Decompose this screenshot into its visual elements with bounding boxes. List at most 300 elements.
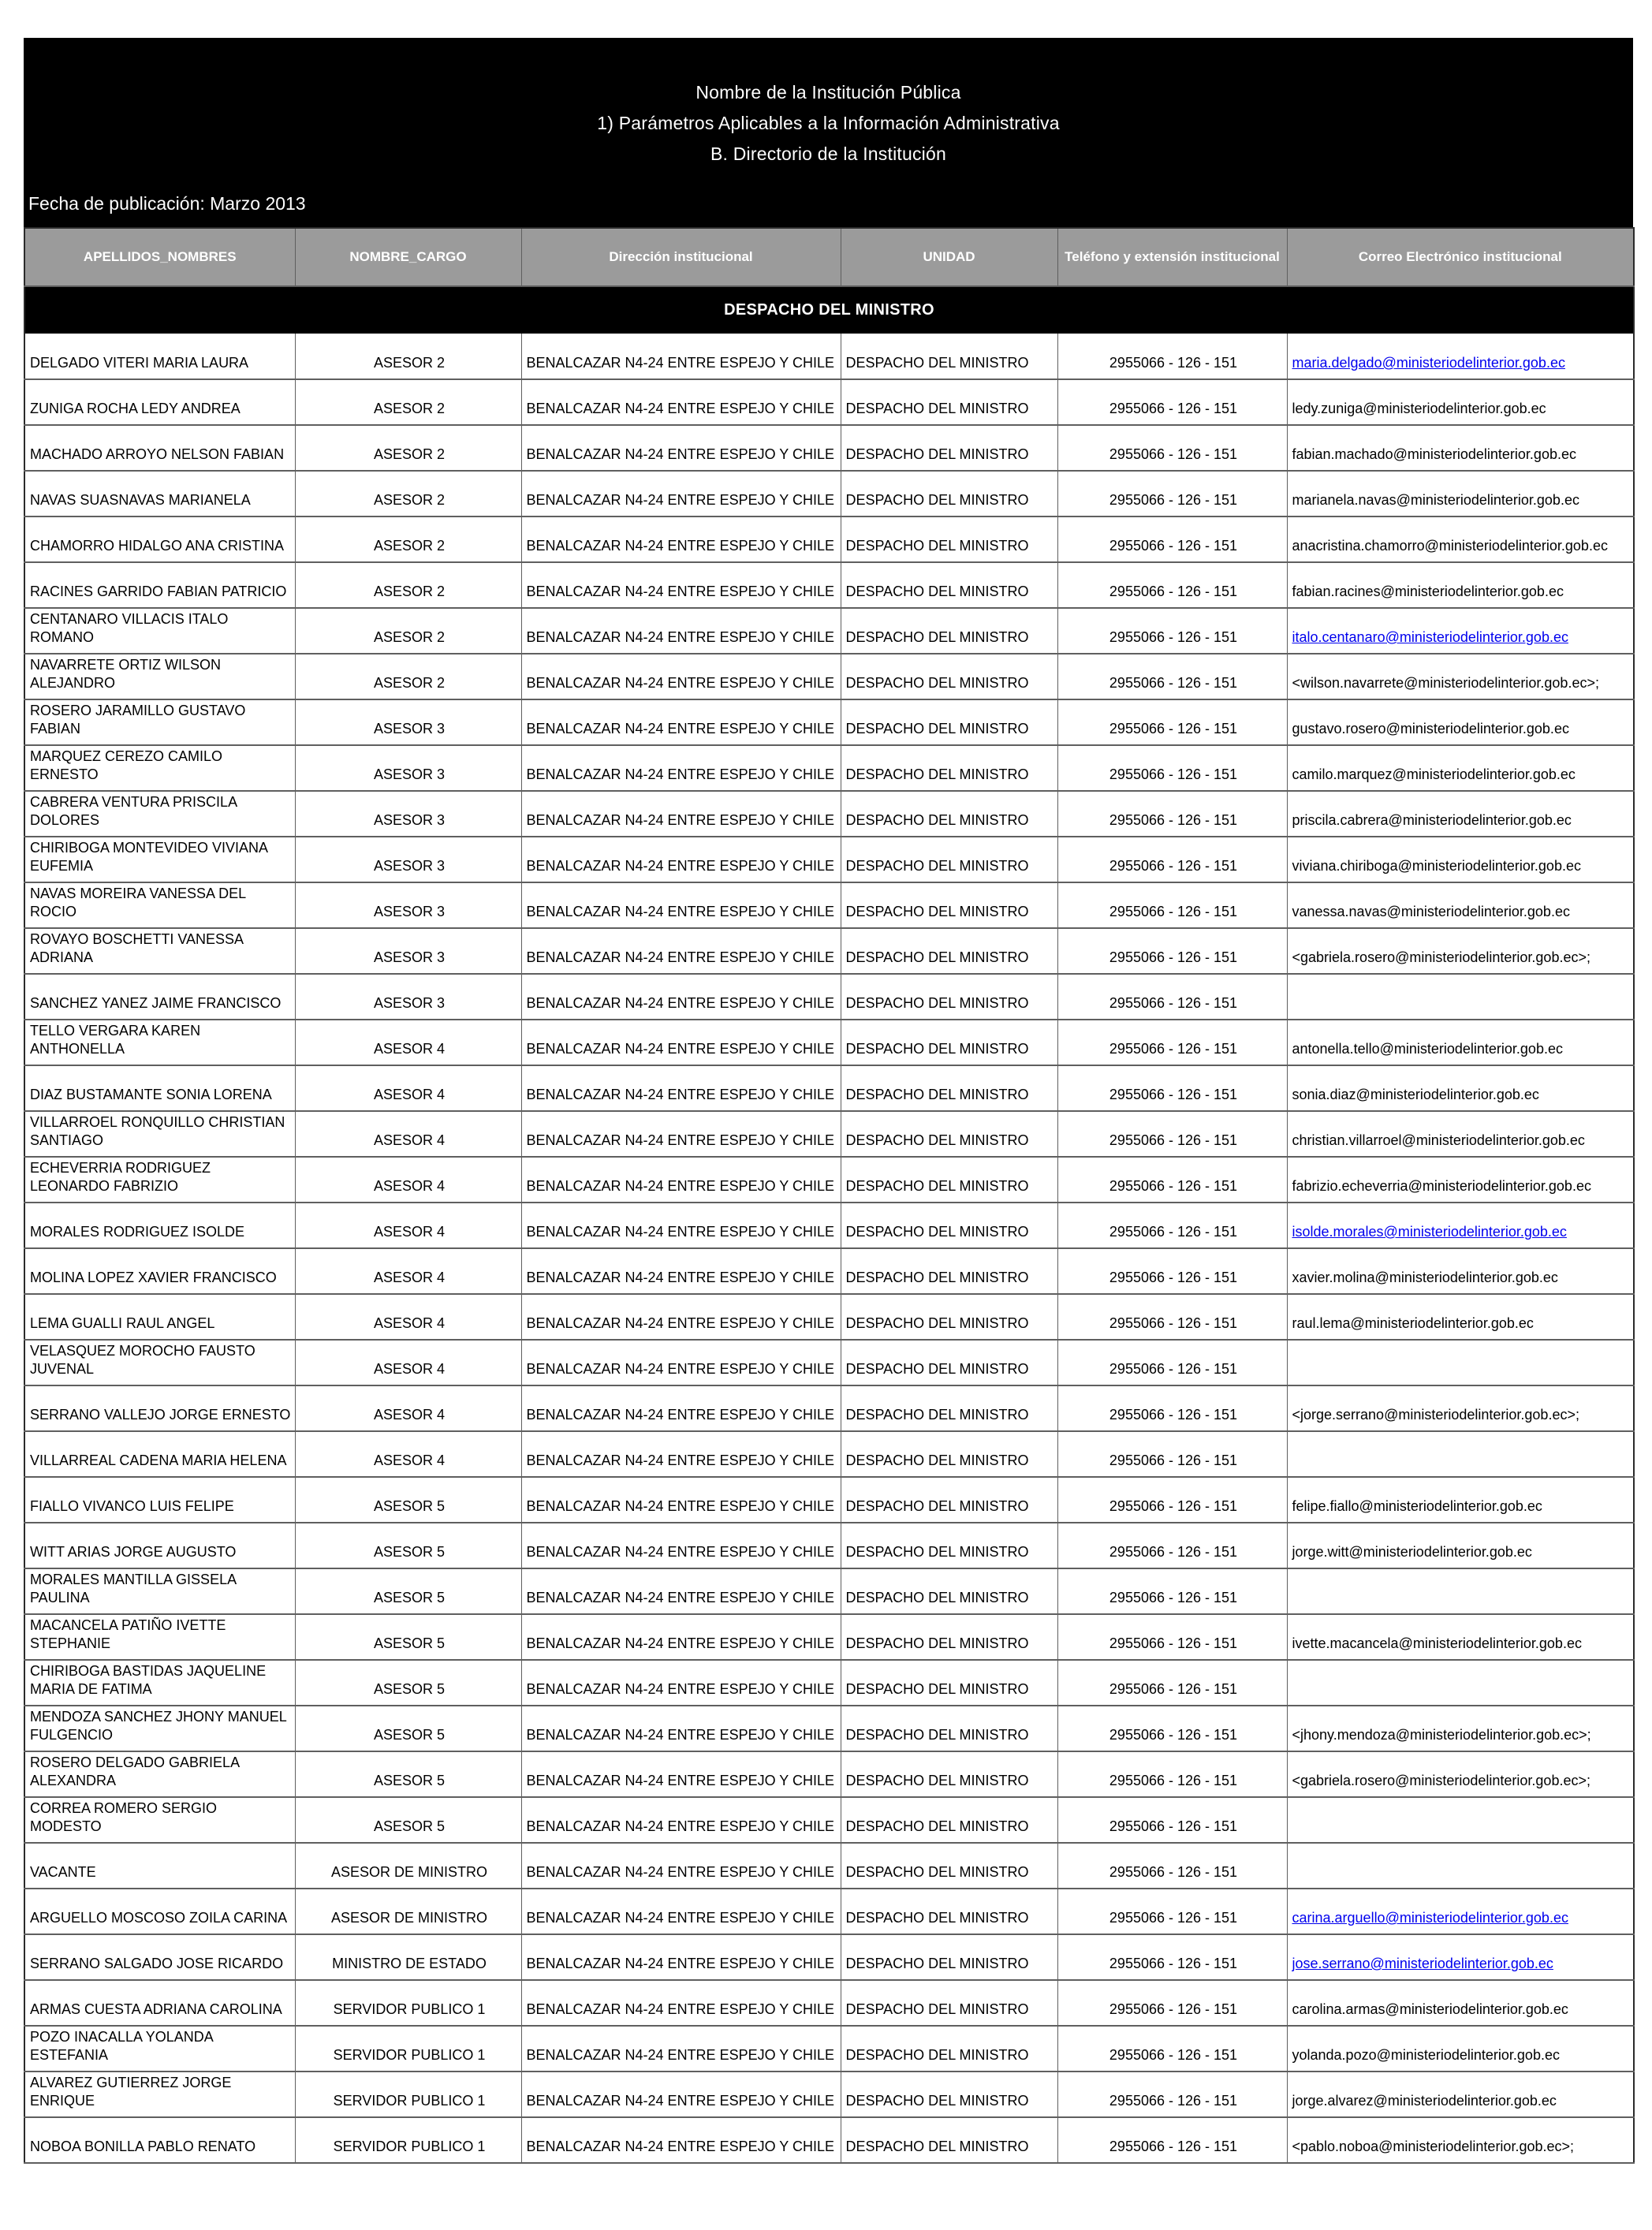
- cell-unidad: DESPACHO DEL MINISTRO: [841, 1797, 1057, 1843]
- cell-direccion: BENALCAZAR N4-24 ENTRE ESPEJO Y CHILE: [521, 882, 841, 928]
- cell-apellidos-nombres: DIAZ BUSTAMANTE SONIA LORENA: [24, 1065, 295, 1111]
- cell-telefono: 2955066 - 126 - 151: [1057, 1660, 1287, 1706]
- cell-apellidos-nombres: CHAMORRO HIDALGO ANA CRISTINA: [24, 516, 295, 562]
- cell-nombre-cargo: ASESOR 2: [295, 654, 521, 699]
- cell-direccion: BENALCAZAR N4-24 ENTRE ESPEJO Y CHILE: [521, 2072, 841, 2117]
- table-row: [24, 562, 1634, 608]
- column-header-unidad: UNIDAD: [841, 228, 1057, 286]
- cell-apellidos-nombres: TELLO VERGARA KAREN ANTHONELLA: [24, 1020, 295, 1065]
- cell-telefono: 2955066 - 126 - 151: [1057, 1797, 1287, 1843]
- cell-direccion: BENALCAZAR N4-24 ENTRE ESPEJO Y CHILE: [521, 745, 841, 791]
- cell-apellidos-nombres: CENTANARO VILLACIS ITALO ROMANO: [24, 608, 295, 654]
- cell-direccion: BENALCAZAR N4-24 ENTRE ESPEJO Y CHILE: [521, 425, 841, 471]
- cell-direccion: BENALCAZAR N4-24 ENTRE ESPEJO Y CHILE: [521, 1157, 841, 1203]
- cell-unidad: DESPACHO DEL MINISTRO: [841, 1157, 1057, 1203]
- cell-correo: [1287, 1385, 1634, 1431]
- cell-correo: [1287, 2072, 1634, 2117]
- cell-correo: [1287, 2117, 1634, 2163]
- table-row: [24, 1157, 1634, 1203]
- cell-telefono: 2955066 - 126 - 151: [1057, 1568, 1287, 1614]
- cell-correo: [1287, 1111, 1634, 1157]
- table-row: [24, 882, 1634, 928]
- cell-unidad: DESPACHO DEL MINISTRO: [841, 1020, 1057, 1065]
- cell-telefono: 2955066 - 126 - 151: [1057, 516, 1287, 562]
- cell-direccion: BENALCAZAR N4-24 ENTRE ESPEJO Y CHILE: [521, 1751, 841, 1797]
- cell-unidad: DESPACHO DEL MINISTRO: [841, 1523, 1057, 1568]
- table-row: [24, 1614, 1634, 1660]
- table-row: [24, 1294, 1634, 1340]
- cell-unidad: DESPACHO DEL MINISTRO: [841, 1065, 1057, 1111]
- email-text: felipe.fiallo@ministeriodelinterior.gob.ec: [1292, 1498, 1542, 1514]
- cell-apellidos-nombres: LEMA GUALLI RAUL ANGEL: [24, 1294, 295, 1340]
- cell-apellidos-nombres: WITT ARIAS JORGE AUGUSTO: [24, 1523, 295, 1568]
- cell-correo: [1287, 516, 1634, 562]
- table-row: [24, 1523, 1634, 1568]
- email-text: marianela.navas@ministeriodelinterior.gob.ec: [1292, 492, 1579, 508]
- cell-unidad: DESPACHO DEL MINISTRO: [841, 1980, 1057, 2026]
- cell-apellidos-nombres: NAVAS SUASNAVAS MARIANELA: [24, 471, 295, 516]
- cell-unidad: DESPACHO DEL MINISTRO: [841, 1385, 1057, 1431]
- cell-telefono: 2955066 - 126 - 151: [1057, 425, 1287, 471]
- cell-direccion: BENALCAZAR N4-24 ENTRE ESPEJO Y CHILE: [521, 1980, 841, 2026]
- table-row: [24, 1203, 1634, 1248]
- cell-apellidos-nombres: MORALES MANTILLA GISSELA PAULINA: [24, 1568, 295, 1614]
- cell-telefono: 2955066 - 126 - 151: [1057, 1065, 1287, 1111]
- cell-apellidos-nombres: SERRANO VALLEJO JORGE ERNESTO: [24, 1385, 295, 1431]
- cell-correo: [1287, 2026, 1634, 2072]
- table-row: [24, 1751, 1634, 1797]
- cell-unidad: DESPACHO DEL MINISTRO: [841, 1111, 1057, 1157]
- cell-telefono: 2955066 - 126 - 151: [1057, 1843, 1287, 1889]
- cell-apellidos-nombres: ARMAS CUESTA ADRIANA CAROLINA: [24, 1980, 295, 2026]
- cell-correo: [1287, 334, 1634, 379]
- cell-telefono: 2955066 - 126 - 151: [1057, 654, 1287, 699]
- cell-unidad: DESPACHO DEL MINISTRO: [841, 471, 1057, 516]
- cell-unidad: DESPACHO DEL MINISTRO: [841, 1934, 1057, 1980]
- cell-apellidos-nombres: SANCHEZ YANEZ JAIME FRANCISCO: [24, 974, 295, 1020]
- cell-nombre-cargo: ASESOR 5: [295, 1706, 521, 1751]
- table-row: [24, 1843, 1634, 1889]
- cell-unidad: DESPACHO DEL MINISTRO: [841, 1431, 1057, 1477]
- table-row: [24, 1934, 1634, 1980]
- cell-telefono: 2955066 - 126 - 151: [1057, 1889, 1287, 1934]
- table-row: [24, 1431, 1634, 1477]
- cell-telefono: 2955066 - 126 - 151: [1057, 608, 1287, 654]
- publication-date: Fecha de publicación: Marzo 2013: [28, 193, 306, 214]
- table-row: [24, 654, 1634, 699]
- cell-telefono: 2955066 - 126 - 151: [1057, 379, 1287, 425]
- cell-direccion: BENALCAZAR N4-24 ENTRE ESPEJO Y CHILE: [521, 608, 841, 654]
- cell-correo: [1287, 1157, 1634, 1203]
- cell-nombre-cargo: ASESOR 2: [295, 608, 521, 654]
- cell-telefono: 2955066 - 126 - 151: [1057, 2072, 1287, 2117]
- email-text: <wilson.navarrete@ministeriodelinterior.gob.ec>;: [1292, 675, 1599, 691]
- institution-title-line: Nombre de la Institución Pública: [695, 82, 961, 103]
- cell-telefono: 2955066 - 126 - 151: [1057, 1340, 1287, 1385]
- cell-unidad: DESPACHO DEL MINISTRO: [841, 745, 1057, 791]
- cell-unidad: DESPACHO DEL MINISTRO: [841, 1248, 1057, 1294]
- column-header-apellidos-nombres: APELLIDOS_NOMBRES: [24, 228, 295, 286]
- table-row: [24, 379, 1634, 425]
- cell-unidad: DESPACHO DEL MINISTRO: [841, 974, 1057, 1020]
- cell-direccion: BENALCAZAR N4-24 ENTRE ESPEJO Y CHILE: [521, 791, 841, 837]
- cell-direccion: BENALCAZAR N4-24 ENTRE ESPEJO Y CHILE: [521, 654, 841, 699]
- cell-unidad: DESPACHO DEL MINISTRO: [841, 1751, 1057, 1797]
- cell-nombre-cargo: ASESOR 4: [295, 1248, 521, 1294]
- email-text: <gabriela.rosero@ministeriodelinterior.gob.ec>;: [1292, 1773, 1590, 1788]
- cell-apellidos-nombres: ECHEVERRIA RODRIGUEZ LEONARDO FABRIZIO: [24, 1157, 295, 1203]
- column-header-correo: Correo Electrónico institucional: [1287, 228, 1634, 286]
- cell-apellidos-nombres: DELGADO VITERI MARIA LAURA: [24, 334, 295, 379]
- table-row: [24, 699, 1634, 745]
- cell-unidad: DESPACHO DEL MINISTRO: [841, 837, 1057, 882]
- cell-nombre-cargo: ASESOR 5: [295, 1523, 521, 1568]
- cell-nombre-cargo: ASESOR 4: [295, 1020, 521, 1065]
- table-row: [24, 1797, 1634, 1843]
- cell-telefono: 2955066 - 126 - 151: [1057, 1477, 1287, 1523]
- email-text: jorge.alvarez@ministeriodelinterior.gob.ec: [1292, 2093, 1557, 2109]
- email-text: sonia.diaz@ministeriodelinterior.gob.ec: [1292, 1087, 1539, 1102]
- email-text: yolanda.pozo@ministeriodelinterior.gob.ec: [1292, 2047, 1560, 2063]
- cell-apellidos-nombres: CHIRIBOGA MONTEVIDEO VIVIANA EUFEMIA: [24, 837, 295, 882]
- cell-unidad: DESPACHO DEL MINISTRO: [841, 1843, 1057, 1889]
- email-text: <gabriela.rosero@ministeriodelinterior.gob.ec>;: [1292, 949, 1590, 965]
- cell-apellidos-nombres: MACANCELA PATIÑO IVETTE STEPHANIE: [24, 1614, 295, 1660]
- cell-correo: [1287, 562, 1634, 608]
- table-row: [24, 2072, 1634, 2117]
- column-header-nombre-cargo: NOMBRE_CARGO: [295, 228, 521, 286]
- cell-direccion: BENALCAZAR N4-24 ENTRE ESPEJO Y CHILE: [521, 1706, 841, 1751]
- cell-unidad: DESPACHO DEL MINISTRO: [841, 1203, 1057, 1248]
- table-row: [24, 608, 1634, 654]
- cell-nombre-cargo: SERVIDOR PUBLICO 1: [295, 2026, 521, 2072]
- cell-telefono: 2955066 - 126 - 151: [1057, 1706, 1287, 1751]
- cell-telefono: 2955066 - 126 - 151: [1057, 974, 1287, 1020]
- cell-nombre-cargo: ASESOR 3: [295, 699, 521, 745]
- cell-correo: [1287, 1889, 1634, 1934]
- cell-telefono: 2955066 - 126 - 151: [1057, 1294, 1287, 1340]
- cell-direccion: BENALCAZAR N4-24 ENTRE ESPEJO Y CHILE: [521, 516, 841, 562]
- cell-nombre-cargo: ASESOR 5: [295, 1751, 521, 1797]
- email-text: fabrizio.echeverria@ministeriodelinterior.gob.ec: [1292, 1178, 1591, 1194]
- cell-correo: [1287, 1340, 1634, 1385]
- cell-correo: [1287, 1706, 1634, 1751]
- table-row: [24, 1385, 1634, 1431]
- cell-telefono: 2955066 - 126 - 151: [1057, 745, 1287, 791]
- cell-correo: [1287, 699, 1634, 745]
- table-row: [24, 1980, 1634, 2026]
- cell-apellidos-nombres: MORALES RODRIGUEZ ISOLDE: [24, 1203, 295, 1248]
- cell-unidad: DESPACHO DEL MINISTRO: [841, 1340, 1057, 1385]
- cell-correo: [1287, 1248, 1634, 1294]
- cell-apellidos-nombres: ROSERO JARAMILLO GUSTAVO FABIAN: [24, 699, 295, 745]
- cell-nombre-cargo: ASESOR DE MINISTRO: [295, 1889, 521, 1934]
- cell-apellidos-nombres: MACHADO ARROYO NELSON FABIAN: [24, 425, 295, 471]
- email-text: gustavo.rosero@ministeriodelinterior.gob.ec: [1292, 721, 1569, 736]
- cell-nombre-cargo: ASESOR 2: [295, 334, 521, 379]
- email-text: viviana.chiriboga@ministeriodelinterior.gob.ec: [1292, 858, 1581, 874]
- cell-nombre-cargo: ASESOR 3: [295, 928, 521, 974]
- cell-correo: [1287, 608, 1634, 654]
- directory-title-line: B. Directorio de la Institución: [710, 144, 946, 164]
- email-text: <pablo.noboa@ministeriodelinterior.gob.ec>;: [1292, 2139, 1575, 2154]
- cell-telefono: 2955066 - 126 - 151: [1057, 837, 1287, 882]
- table-row: [24, 1248, 1634, 1294]
- table-row: [24, 471, 1634, 516]
- cell-nombre-cargo: ASESOR 4: [295, 1065, 521, 1111]
- cell-telefono: 2955066 - 126 - 151: [1057, 882, 1287, 928]
- cell-direccion: BENALCAZAR N4-24 ENTRE ESPEJO Y CHILE: [521, 1477, 841, 1523]
- email-text: raul.lema@ministeriodelinterior.gob.ec: [1292, 1315, 1534, 1331]
- cell-apellidos-nombres: ZUNIGA ROCHA LEDY ANDREA: [24, 379, 295, 425]
- table-row: [24, 928, 1634, 974]
- cell-apellidos-nombres: VELASQUEZ MOROCHO FAUSTO JUVENAL: [24, 1340, 295, 1385]
- email-text: xavier.molina@ministeriodelinterior.gob.ec: [1292, 1270, 1558, 1285]
- cell-apellidos-nombres: NAVARRETE ORTIZ WILSON ALEJANDRO: [24, 654, 295, 699]
- table-row: [24, 425, 1634, 471]
- cell-apellidos-nombres: VILLARREAL CADENA MARIA HELENA: [24, 1431, 295, 1477]
- email-text: antonella.tello@ministeriodelinterior.gob.ec: [1292, 1041, 1563, 1057]
- cell-direccion: BENALCAZAR N4-24 ENTRE ESPEJO Y CHILE: [521, 471, 841, 516]
- cell-apellidos-nombres: ARGUELLO MOSCOSO ZOILA CARINA: [24, 1889, 295, 1934]
- cell-apellidos-nombres: MARQUEZ CEREZO CAMILO ERNESTO: [24, 745, 295, 791]
- cell-apellidos-nombres: MENDOZA SANCHEZ JHONY MANUEL FULGENCIO: [24, 1706, 295, 1751]
- email-text: christian.villarroel@ministeriodelinterior.gob.ec: [1292, 1132, 1585, 1148]
- cell-correo: [1287, 882, 1634, 928]
- cell-unidad: DESPACHO DEL MINISTRO: [841, 1568, 1057, 1614]
- cell-nombre-cargo: ASESOR 5: [295, 1614, 521, 1660]
- cell-direccion: BENALCAZAR N4-24 ENTRE ESPEJO Y CHILE: [521, 1203, 841, 1248]
- cell-direccion: BENALCAZAR N4-24 ENTRE ESPEJO Y CHILE: [521, 1843, 841, 1889]
- cell-nombre-cargo: ASESOR 5: [295, 1477, 521, 1523]
- email-link[interactable]: maria.delgado@ministeriodelinterior.gob.ec: [1292, 355, 1565, 371]
- cell-unidad: DESPACHO DEL MINISTRO: [841, 928, 1057, 974]
- cell-correo: [1287, 379, 1634, 425]
- cell-direccion: BENALCAZAR N4-24 ENTRE ESPEJO Y CHILE: [521, 1294, 841, 1340]
- email-link[interactable]: carina.arguello@ministeriodelinterior.gob.ec: [1292, 1910, 1568, 1926]
- sheet: [24, 38, 1633, 2164]
- cell-telefono: 2955066 - 126 - 151: [1057, 1111, 1287, 1157]
- cell-direccion: BENALCAZAR N4-24 ENTRE ESPEJO Y CHILE: [521, 1889, 841, 1934]
- cell-direccion: BENALCAZAR N4-24 ENTRE ESPEJO Y CHILE: [521, 1065, 841, 1111]
- email-link[interactable]: jose.serrano@ministeriodelinterior.gob.ec: [1292, 1956, 1553, 1971]
- cell-correo: [1287, 1523, 1634, 1568]
- cell-direccion: BENALCAZAR N4-24 ENTRE ESPEJO Y CHILE: [521, 974, 841, 1020]
- cell-correo: [1287, 1020, 1634, 1065]
- cell-direccion: BENALCAZAR N4-24 ENTRE ESPEJO Y CHILE: [521, 1934, 841, 1980]
- cell-telefono: 2955066 - 126 - 151: [1057, 1934, 1287, 1980]
- title-block: [24, 38, 1633, 227]
- email-text: vanessa.navas@ministeriodelinterior.gob.ec: [1292, 904, 1570, 919]
- cell-telefono: 2955066 - 126 - 151: [1057, 1248, 1287, 1294]
- cell-correo: [1287, 1980, 1634, 2026]
- cell-telefono: 2955066 - 126 - 151: [1057, 1020, 1287, 1065]
- cell-apellidos-nombres: RACINES GARRIDO FABIAN PATRICIO: [24, 562, 295, 608]
- cell-telefono: 2955066 - 126 - 151: [1057, 1751, 1287, 1797]
- cell-telefono: 2955066 - 126 - 151: [1057, 334, 1287, 379]
- table-row: [24, 1568, 1634, 1614]
- cell-correo: [1287, 1660, 1634, 1706]
- table-row: [24, 974, 1634, 1020]
- cell-nombre-cargo: ASESOR 2: [295, 379, 521, 425]
- cell-direccion: BENALCAZAR N4-24 ENTRE ESPEJO Y CHILE: [521, 1614, 841, 1660]
- cell-nombre-cargo: ASESOR 3: [295, 791, 521, 837]
- cell-unidad: DESPACHO DEL MINISTRO: [841, 882, 1057, 928]
- table-row: [24, 1889, 1634, 1934]
- cell-nombre-cargo: ASESOR 5: [295, 1568, 521, 1614]
- cell-unidad: DESPACHO DEL MINISTRO: [841, 2072, 1057, 2117]
- cell-nombre-cargo: ASESOR 3: [295, 837, 521, 882]
- cell-direccion: BENALCAZAR N4-24 ENTRE ESPEJO Y CHILE: [521, 1385, 841, 1431]
- column-header-telefono: Teléfono y extensión institucional: [1057, 228, 1287, 286]
- cell-nombre-cargo: ASESOR 3: [295, 882, 521, 928]
- cell-nombre-cargo: ASESOR 5: [295, 1797, 521, 1843]
- table-row: [24, 1065, 1634, 1111]
- cell-apellidos-nombres: FIALLO VIVANCO LUIS FELIPE: [24, 1477, 295, 1523]
- cell-direccion: BENALCAZAR N4-24 ENTRE ESPEJO Y CHILE: [521, 1523, 841, 1568]
- cell-telefono: 2955066 - 126 - 151: [1057, 1523, 1287, 1568]
- cell-correo: [1287, 1843, 1634, 1889]
- cell-correo: [1287, 791, 1634, 837]
- table-row: [24, 1660, 1634, 1706]
- cell-correo: [1287, 837, 1634, 882]
- cell-apellidos-nombres: CORREA ROMERO SERGIO MODESTO: [24, 1797, 295, 1843]
- table-row: [24, 1111, 1634, 1157]
- cell-correo: [1287, 1751, 1634, 1797]
- cell-telefono: 2955066 - 126 - 151: [1057, 1385, 1287, 1431]
- cell-correo: [1287, 1203, 1634, 1248]
- cell-nombre-cargo: ASESOR 4: [295, 1294, 521, 1340]
- cell-unidad: DESPACHO DEL MINISTRO: [841, 1477, 1057, 1523]
- cell-nombre-cargo: MINISTRO DE ESTADO: [295, 1934, 521, 1980]
- cell-correo: [1287, 1477, 1634, 1523]
- cell-telefono: 2955066 - 126 - 151: [1057, 2117, 1287, 2163]
- cell-direccion: BENALCAZAR N4-24 ENTRE ESPEJO Y CHILE: [521, 1797, 841, 1843]
- cell-unidad: DESPACHO DEL MINISTRO: [841, 1706, 1057, 1751]
- cell-correo: [1287, 1614, 1634, 1660]
- parameters-title-line: 1) Parámetros Aplicables a la Información Administrativa: [597, 113, 1060, 133]
- cell-direccion: BENALCAZAR N4-24 ENTRE ESPEJO Y CHILE: [521, 334, 841, 379]
- cell-nombre-cargo: ASESOR 2: [295, 471, 521, 516]
- cell-unidad: DESPACHO DEL MINISTRO: [841, 699, 1057, 745]
- email-text: <jhony.mendoza@ministeriodelinterior.gob.ec>;: [1292, 1727, 1591, 1743]
- cell-apellidos-nombres: ROVAYO BOSCHETTI VANESSA ADRIANA: [24, 928, 295, 974]
- cell-nombre-cargo: ASESOR 4: [295, 1340, 521, 1385]
- cell-telefono: 2955066 - 126 - 151: [1057, 562, 1287, 608]
- cell-unidad: DESPACHO DEL MINISTRO: [841, 516, 1057, 562]
- cell-direccion: BENALCAZAR N4-24 ENTRE ESPEJO Y CHILE: [521, 562, 841, 608]
- email-link[interactable]: italo.centanaro@ministeriodelinterior.gob.ec: [1292, 629, 1568, 645]
- cell-direccion: BENALCAZAR N4-24 ENTRE ESPEJO Y CHILE: [521, 1248, 841, 1294]
- cell-nombre-cargo: SERVIDOR PUBLICO 1: [295, 1980, 521, 2026]
- cell-direccion: BENALCAZAR N4-24 ENTRE ESPEJO Y CHILE: [521, 1431, 841, 1477]
- cell-correo: [1287, 654, 1634, 699]
- cell-correo: [1287, 425, 1634, 471]
- cell-direccion: BENALCAZAR N4-24 ENTRE ESPEJO Y CHILE: [521, 1340, 841, 1385]
- cell-apellidos-nombres: ALVAREZ GUTIERREZ JORGE ENRIQUE: [24, 2072, 295, 2117]
- cell-correo: [1287, 471, 1634, 516]
- cell-apellidos-nombres: ROSERO DELGADO GABRIELA ALEXANDRA: [24, 1751, 295, 1797]
- cell-apellidos-nombres: POZO INACALLA YOLANDA ESTEFANIA: [24, 2026, 295, 2072]
- cell-correo: [1287, 1934, 1634, 1980]
- cell-correo: [1287, 1065, 1634, 1111]
- cell-unidad: DESPACHO DEL MINISTRO: [841, 1889, 1057, 1934]
- cell-apellidos-nombres: NOBOA BONILLA PABLO RENATO: [24, 2117, 295, 2163]
- cell-nombre-cargo: ASESOR 3: [295, 974, 521, 1020]
- email-text: ledy.zuniga@ministeriodelinterior.gob.ec: [1292, 401, 1546, 416]
- cell-telefono: 2955066 - 126 - 151: [1057, 791, 1287, 837]
- email-text: ivette.macancela@ministeriodelinterior.gob.ec: [1292, 1635, 1582, 1651]
- cell-unidad: DESPACHO DEL MINISTRO: [841, 608, 1057, 654]
- cell-unidad: DESPACHO DEL MINISTRO: [841, 425, 1057, 471]
- cell-direccion: BENALCAZAR N4-24 ENTRE ESPEJO Y CHILE: [521, 837, 841, 882]
- email-text: jorge.witt@ministeriodelinterior.gob.ec: [1292, 1544, 1532, 1560]
- table-row: [24, 1706, 1634, 1751]
- email-text: camilo.marquez@ministeriodelinterior.gob.ec: [1292, 766, 1576, 782]
- cell-nombre-cargo: SERVIDOR PUBLICO 1: [295, 2117, 521, 2163]
- cell-correo: [1287, 1797, 1634, 1843]
- cell-direccion: BENALCAZAR N4-24 ENTRE ESPEJO Y CHILE: [521, 2026, 841, 2072]
- cell-telefono: 2955066 - 126 - 151: [1057, 1614, 1287, 1660]
- table-row: [24, 837, 1634, 882]
- table-row: [24, 791, 1634, 837]
- cell-direccion: BENALCAZAR N4-24 ENTRE ESPEJO Y CHILE: [521, 1660, 841, 1706]
- cell-nombre-cargo: ASESOR DE MINISTRO: [295, 1843, 521, 1889]
- cell-direccion: BENALCAZAR N4-24 ENTRE ESPEJO Y CHILE: [521, 1568, 841, 1614]
- cell-unidad: DESPACHO DEL MINISTRO: [841, 379, 1057, 425]
- cell-correo: [1287, 745, 1634, 791]
- cell-correo: [1287, 1568, 1634, 1614]
- cell-unidad: DESPACHO DEL MINISTRO: [841, 654, 1057, 699]
- cell-unidad: DESPACHO DEL MINISTRO: [841, 791, 1057, 837]
- email-text: <jorge.serrano@ministeriodelinterior.gob.ec>;: [1292, 1407, 1579, 1423]
- cell-unidad: DESPACHO DEL MINISTRO: [841, 2117, 1057, 2163]
- cell-unidad: DESPACHO DEL MINISTRO: [841, 562, 1057, 608]
- cell-apellidos-nombres: VACANTE: [24, 1843, 295, 1889]
- cell-direccion: BENALCAZAR N4-24 ENTRE ESPEJO Y CHILE: [521, 1111, 841, 1157]
- cell-nombre-cargo: ASESOR 4: [295, 1111, 521, 1157]
- table-row: [24, 2026, 1634, 2072]
- cell-telefono: 2955066 - 126 - 151: [1057, 699, 1287, 745]
- cell-correo: [1287, 1431, 1634, 1477]
- email-text: fabian.racines@ministeriodelinterior.gob.ec: [1292, 584, 1564, 599]
- cell-apellidos-nombres: VILLARROEL RONQUILLO CHRISTIAN SANTIAGO: [24, 1111, 295, 1157]
- cell-apellidos-nombres: SERRANO SALGADO JOSE RICARDO: [24, 1934, 295, 1980]
- directory-table: [24, 227, 1635, 2164]
- table-row: [24, 2117, 1634, 2163]
- cell-nombre-cargo: ASESOR 4: [295, 1203, 521, 1248]
- cell-direccion: BENALCAZAR N4-24 ENTRE ESPEJO Y CHILE: [521, 2117, 841, 2163]
- cell-nombre-cargo: ASESOR 3: [295, 745, 521, 791]
- cell-unidad: DESPACHO DEL MINISTRO: [841, 1660, 1057, 1706]
- table-row: [24, 1477, 1634, 1523]
- cell-telefono: 2955066 - 126 - 151: [1057, 1980, 1287, 2026]
- cell-telefono: 2955066 - 126 - 151: [1057, 1431, 1287, 1477]
- column-header-row: [24, 228, 1634, 286]
- column-header-direccion: Dirección institucional: [521, 228, 841, 286]
- cell-direccion: BENALCAZAR N4-24 ENTRE ESPEJO Y CHILE: [521, 1020, 841, 1065]
- email-link[interactable]: isolde.morales@ministeriodelinterior.gob.ec: [1292, 1224, 1567, 1240]
- email-text: priscila.cabrera@ministeriodelinterior.gob.ec: [1292, 812, 1572, 828]
- cell-direccion: BENALCAZAR N4-24 ENTRE ESPEJO Y CHILE: [521, 928, 841, 974]
- cell-nombre-cargo: ASESOR 2: [295, 516, 521, 562]
- cell-nombre-cargo: ASESOR 4: [295, 1385, 521, 1431]
- cell-telefono: 2955066 - 126 - 151: [1057, 471, 1287, 516]
- email-text: anacristina.chamorro@ministeriodelinterior.gob.ec: [1292, 538, 1608, 554]
- directory-body: [24, 334, 1634, 2163]
- cell-apellidos-nombres: CABRERA VENTURA PRISCILA DOLORES: [24, 791, 295, 837]
- cell-telefono: 2955066 - 126 - 151: [1057, 1203, 1287, 1248]
